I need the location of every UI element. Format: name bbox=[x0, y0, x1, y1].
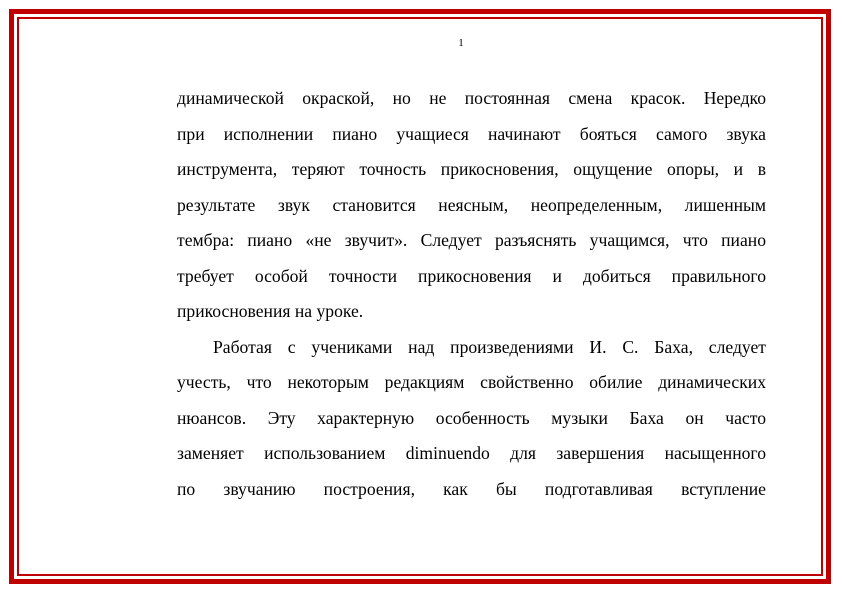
text-line: динамической окраской, но не постоянная смена красок. Нередко bbox=[177, 88, 766, 108]
paragraph-end-line: прикосновения на уроке. bbox=[177, 301, 364, 321]
text-line: по звучанию построения, как бы подготавливая вступление bbox=[177, 478, 766, 499]
page-number: 1 bbox=[458, 37, 464, 49]
text-line: при исполнении пиано учащиеся начинают бояться самого звука bbox=[177, 123, 766, 144]
text-line: результате звук становится неясным, неопределенным, лишенным bbox=[177, 194, 766, 215]
body-text bbox=[177, 81, 766, 507]
text-line: нюансов. Эту характерную особенность музыки Баха он часто bbox=[177, 407, 766, 428]
text-line: заменяет использованием diminuendo для завершения насыщенного bbox=[177, 443, 766, 463]
text-line: тембра: пиано «не звучит». Следует разъяснять учащимся, что пиано bbox=[177, 230, 766, 250]
paragraph-first-line: Работая с учениками над произведениями И. С. Баха, следует bbox=[213, 336, 766, 357]
text-line: инструмента, теряют точность прикосновения, ощущение опоры, и в bbox=[177, 159, 766, 179]
text-line: учесть, что некоторым редакциям свойственно обилие динамических bbox=[177, 372, 766, 392]
text-line: требует особой точности прикосновения и добиться правильного bbox=[177, 265, 766, 286]
